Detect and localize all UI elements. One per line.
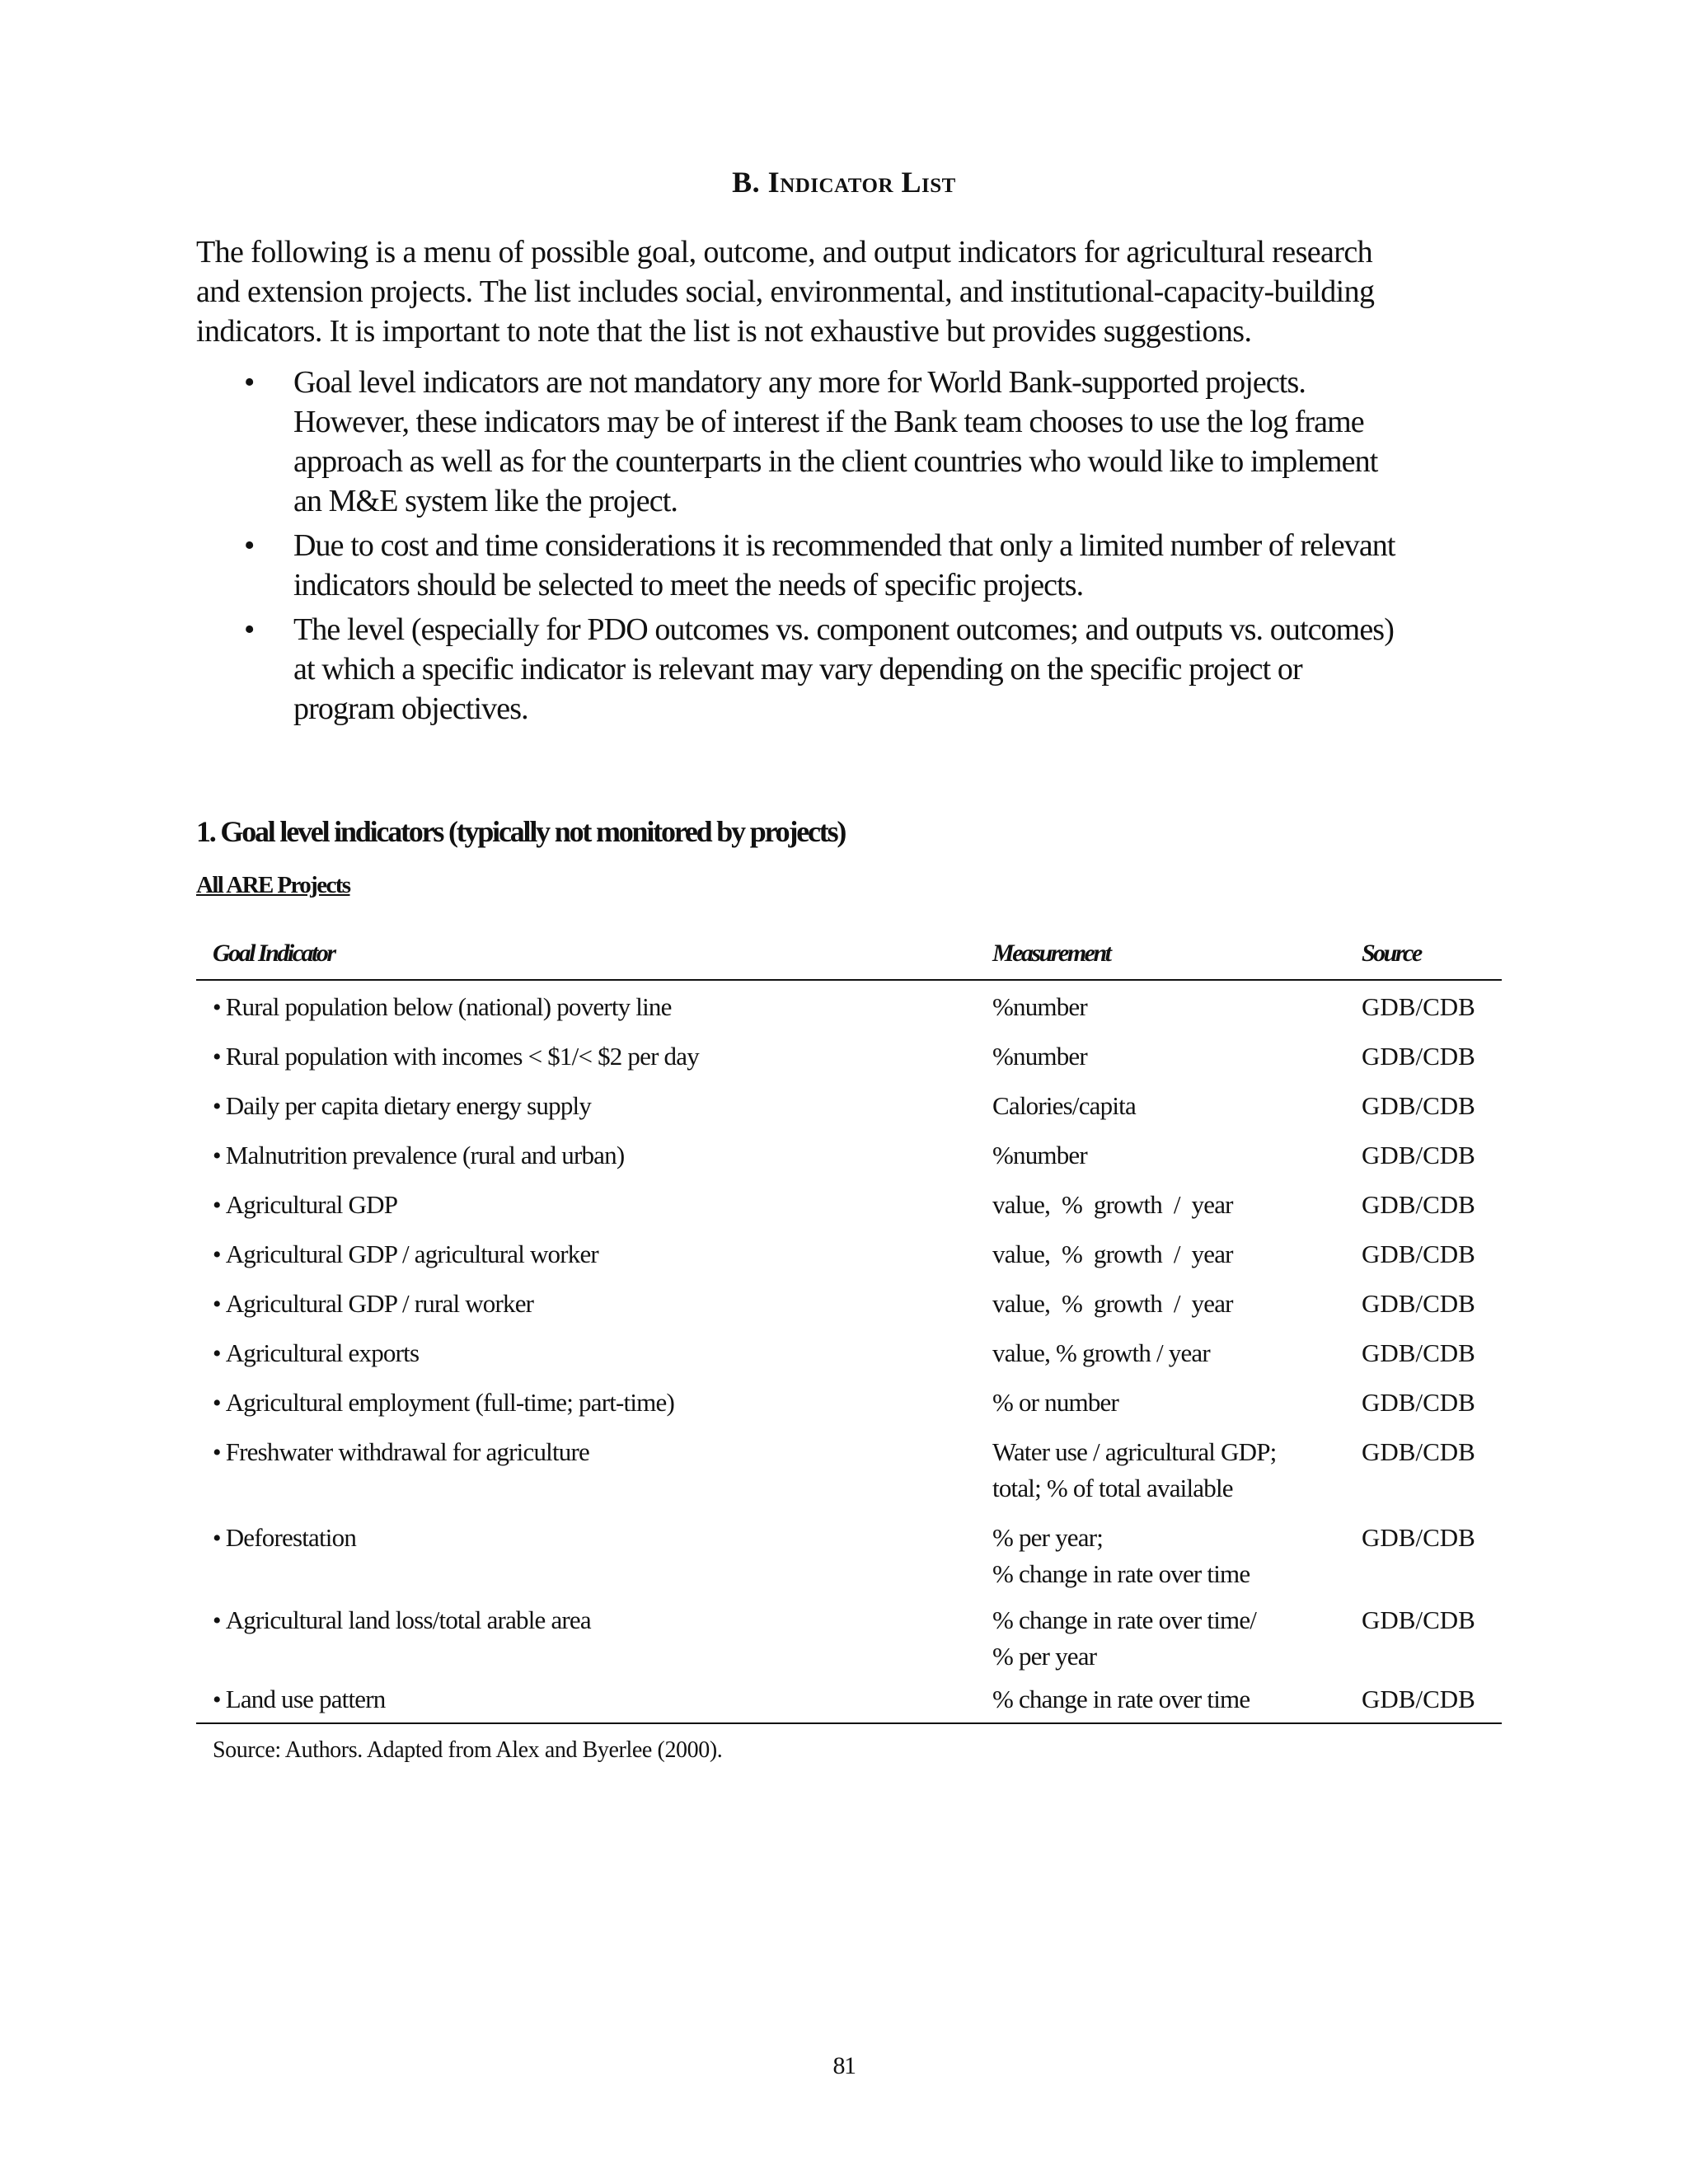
indicator-cell bbox=[213, 1681, 971, 1718]
indicator-text: Rural population below (national) poverty line bbox=[225, 992, 672, 1021]
table-source-note: Source: Authors. Adapted from Alex and Byerlee (2000). bbox=[213, 1737, 723, 1763]
indicator-text: Deforestation bbox=[225, 1523, 357, 1552]
measurement-line: total; % of total available bbox=[992, 1474, 1233, 1502]
indicator-cell bbox=[213, 1137, 971, 1174]
indicator-text: Rural population with incomes < $1/< $2 per day bbox=[225, 1042, 699, 1071]
measurement-cell: %number bbox=[992, 1141, 1087, 1169]
section-title: B. Indicator List bbox=[732, 166, 956, 199]
indicator-cell bbox=[213, 1187, 971, 1224]
bullet-icon: • bbox=[213, 1241, 221, 1268]
source-cell: GDB/CDB bbox=[1362, 992, 1475, 1021]
measurement-cell: %number bbox=[992, 992, 1087, 1021]
measurement-cell bbox=[992, 1602, 1339, 1675]
indicator-text: Agricultural employment (full-time; part-time) bbox=[225, 1388, 674, 1417]
measurement-cell: value, % growth / year bbox=[992, 1338, 1210, 1367]
measurement-cell bbox=[992, 1434, 1339, 1507]
header-measurement: Measurement bbox=[992, 940, 1110, 967]
measurement-cell: value, % growth / year bbox=[992, 1289, 1233, 1318]
source-cell: GDB/CDB bbox=[1362, 1190, 1475, 1219]
indicator-cell bbox=[213, 1286, 971, 1323]
bullet-item bbox=[196, 363, 1408, 521]
bullet-icon: • bbox=[213, 1525, 221, 1552]
bullet-icon: • bbox=[213, 1043, 221, 1071]
table-header-row bbox=[196, 940, 1502, 981]
table-body bbox=[196, 981, 1502, 1724]
goal-indicators-heading: 1. Goal level indicators (typically not monitored by projects) bbox=[196, 815, 846, 848]
measurement-cell: value, % growth / year bbox=[992, 1190, 1233, 1219]
source-cell: GDB/CDB bbox=[1362, 1141, 1475, 1169]
measurement-line: % per year; bbox=[992, 1523, 1104, 1552]
bullet-icon: • bbox=[213, 1390, 221, 1417]
indicator-cell bbox=[213, 1335, 971, 1372]
source-cell: GDB/CDB bbox=[1362, 1605, 1475, 1634]
measurement-line: Water use / agricultural GDP; bbox=[992, 1437, 1277, 1466]
table-row bbox=[196, 1602, 1502, 1681]
source-cell: GDB/CDB bbox=[1362, 1240, 1475, 1268]
bullet-icon: • bbox=[213, 1192, 221, 1219]
bullet-text: The level (especially for PDO outcomes vs. component outcomes; and outputs vs. outcomes) at which a specific indicator is relevant may vary depending on the specific project or program objectives. bbox=[293, 612, 1394, 726]
bullet-icon: • bbox=[213, 1291, 221, 1318]
bullet-text: Goal level indicators are not mandatory any more for World Bank-supported projects. However, these indicators may be of interest if the Bank team chooses to use the log frame approach as well as for the counterparts in the client countries who would like to implement an M&E system like the project. bbox=[293, 365, 1378, 518]
table-row bbox=[196, 1286, 1502, 1335]
source-cell: GDB/CDB bbox=[1362, 1338, 1475, 1367]
table-row bbox=[196, 1681, 1502, 1718]
table-row bbox=[196, 1520, 1502, 1602]
table-row bbox=[196, 1038, 1502, 1088]
indicator-cell bbox=[213, 1385, 971, 1422]
bullet-icon: • bbox=[213, 1340, 221, 1367]
intro-paragraph: The following is a menu of possible goal, outcome, and output indicators for agricultural research and extension projects. The list includes social, environmental, and institutional-capacity-building indicators. It is important to note that the list is not exhaustive but provides suggestions. bbox=[196, 235, 1375, 349]
indicator-cell bbox=[213, 1602, 971, 1639]
indicator-cell bbox=[213, 989, 971, 1026]
indicator-cell bbox=[213, 1434, 971, 1471]
measurement-line: % change in rate over time bbox=[992, 1559, 1250, 1588]
bullet-icon: • bbox=[244, 528, 255, 563]
measurement-cell: %number bbox=[992, 1042, 1087, 1071]
page-number: 81 bbox=[832, 2052, 856, 2079]
indicator-text: Agricultural exports bbox=[225, 1338, 420, 1367]
bullet-icon: • bbox=[213, 1142, 221, 1169]
indicator-text: Daily per capita dietary energy supply bbox=[225, 1091, 592, 1120]
indicator-text: Agricultural GDP bbox=[225, 1190, 398, 1219]
source-cell: GDB/CDB bbox=[1362, 1289, 1475, 1318]
source-cell: GDB/CDB bbox=[1362, 1388, 1475, 1417]
indicator-cell bbox=[213, 1088, 971, 1125]
measurement-cell: Calories/capita bbox=[992, 1091, 1136, 1120]
bullet-icon: • bbox=[213, 994, 221, 1021]
source-cell: GDB/CDB bbox=[1362, 1091, 1475, 1120]
measurement-cell: % or number bbox=[992, 1388, 1119, 1417]
table-row bbox=[196, 1335, 1502, 1385]
bullet-icon: • bbox=[213, 1093, 221, 1120]
header-source: Source bbox=[1362, 940, 1421, 967]
table-row bbox=[196, 1236, 1502, 1286]
indicator-text: Agricultural GDP / agricultural worker bbox=[225, 1240, 598, 1268]
indicator-text: Agricultural land loss/total arable area bbox=[225, 1605, 591, 1634]
indicator-text: Agricultural GDP / rural worker bbox=[225, 1289, 534, 1318]
source-cell: GDB/CDB bbox=[1362, 1523, 1475, 1552]
header-goal-indicator: Goal Indicator bbox=[213, 940, 335, 967]
source-cell: GDB/CDB bbox=[1362, 1437, 1475, 1466]
indicator-cell bbox=[213, 1236, 971, 1273]
source-cell: GDB/CDB bbox=[1362, 1685, 1475, 1713]
table-row bbox=[196, 1137, 1502, 1187]
table-row bbox=[196, 1088, 1502, 1137]
table-row bbox=[196, 1434, 1502, 1520]
bullet-icon: • bbox=[244, 365, 255, 400]
measurement-cell: value, % growth / year bbox=[992, 1240, 1233, 1268]
bullet-item bbox=[196, 610, 1408, 729]
measurement-cell: % change in rate over time bbox=[992, 1685, 1250, 1713]
measurement-line: % change in rate over time/ bbox=[992, 1605, 1257, 1634]
bullet-item bbox=[196, 526, 1408, 605]
table-row bbox=[196, 989, 1502, 1038]
table-row bbox=[196, 1385, 1502, 1434]
indicator-text: Malnutrition prevalence (rural and urban) bbox=[225, 1141, 625, 1169]
indicator-text: Land use pattern bbox=[225, 1685, 386, 1713]
table-row bbox=[196, 1187, 1502, 1236]
bullet-icon: • bbox=[213, 1439, 221, 1466]
bullet-text: Due to cost and time considerations it is recommended that only a limited number of relevant indicators should be selected to meet the needs of specific projects. bbox=[293, 528, 1395, 602]
notes-bullet-list bbox=[196, 363, 1408, 733]
indicator-text: Freshwater withdrawal for agriculture bbox=[225, 1437, 589, 1466]
source-cell: GDB/CDB bbox=[1362, 1042, 1475, 1071]
goal-indicator-table bbox=[196, 940, 1502, 1724]
bullet-icon: • bbox=[244, 612, 255, 647]
measurement-cell bbox=[992, 1520, 1339, 1592]
indicator-cell bbox=[213, 1038, 971, 1076]
bullet-icon: • bbox=[213, 1607, 221, 1634]
bullet-icon: • bbox=[213, 1686, 221, 1713]
measurement-line: % per year bbox=[992, 1642, 1097, 1671]
indicator-cell bbox=[213, 1520, 971, 1557]
all-are-projects-subheading: All ARE Projects bbox=[196, 872, 350, 898]
